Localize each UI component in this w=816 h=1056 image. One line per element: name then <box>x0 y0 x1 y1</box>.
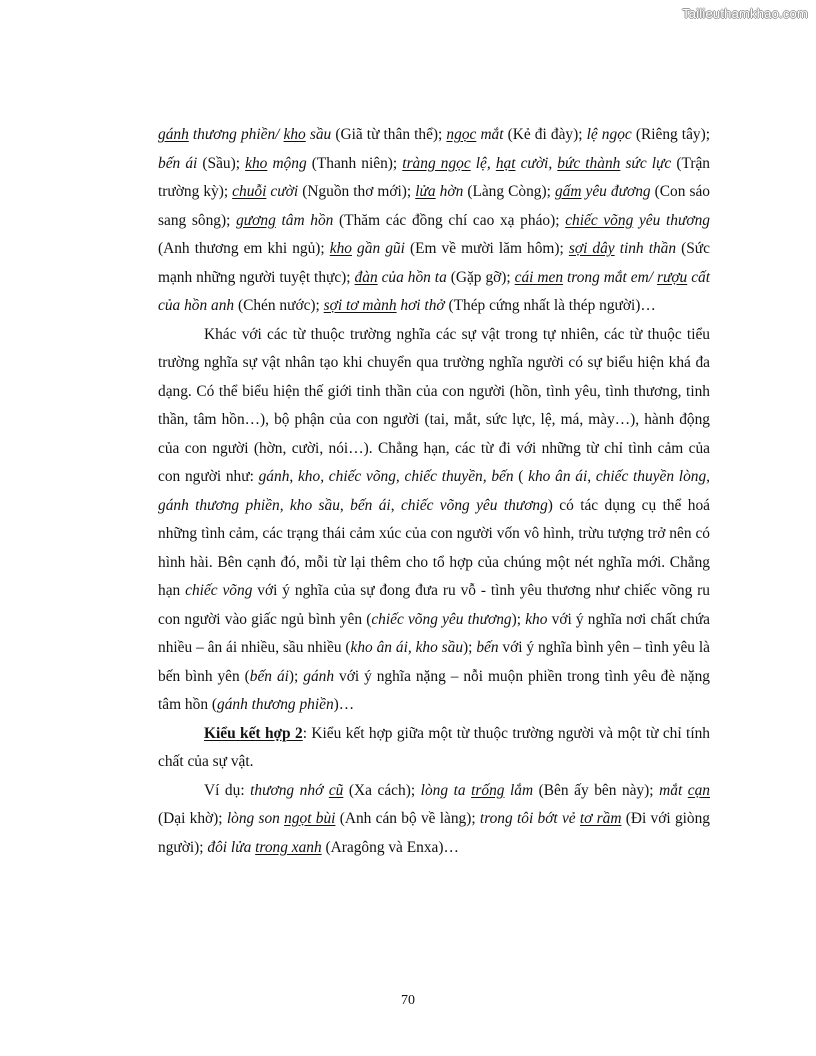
underlined-term: lửa <box>415 183 436 200</box>
text-run: Khác với các từ thuộc trường nghĩa các sự vật trong tự nhiên, các từ thuộc tiểu trường nghĩa sự vật nhân tạo khi chuyển qua trường nghĩa người có sự biểu hiện khá đa dạng. Có thể biểu hiện thế giới tinh thần của con người (hồn, tình yêu, tình thương, tinh thần, tâm hồn…), bộ phận của con người (tai, mắt, sức lực, lệ, má, mày…), hành động của con người (hờn, cười, nói…). Chẳng hạn, các từ đi với những từ chỉ tình cảm của con người như: <box>158 325 710 485</box>
italic-text: bến ái <box>158 154 198 172</box>
text-run: (Bên ấy bên này); <box>533 781 660 799</box>
underlined-term: Kiểu kết hợp 2 <box>204 724 303 742</box>
text-run: (Xa cách); <box>343 781 421 799</box>
italic-text: chiếc võng yêu thương <box>371 610 512 628</box>
underlined-term: bức thành <box>557 154 621 172</box>
text-run: với ý nghĩa của sự đong đưa ru vỗ - tình yêu thương như chiếc võng ru con người vào giấc ngủ bình yên ( <box>158 582 711 628</box>
underlined-term: sợi tơ mành <box>323 297 397 314</box>
watermark: Tailieuthamkhao.com <box>682 6 808 21</box>
italic-text: yêu đương <box>581 183 651 200</box>
text-run: (Dại khờ); <box>158 810 227 827</box>
underlined-term: tơ rầm <box>579 810 622 827</box>
underlined-term: gánh <box>158 126 189 143</box>
italic-text: lệ ngọc <box>586 126 632 143</box>
italic-text: gánh <box>303 667 335 685</box>
italic-text: thương phiền/ <box>188 126 284 143</box>
text-run: ); <box>288 667 304 685</box>
italic-text: trong tôi bớt vẻ <box>479 810 580 827</box>
underlined-term: trống <box>471 781 505 799</box>
text-run: (Sức mạnh những người tuyệt thực); <box>158 240 710 286</box>
text-run: ); <box>463 639 477 656</box>
underlined-term: chuỗi <box>232 183 267 200</box>
italic-text: hơi thở <box>396 297 445 314</box>
text-run: : Kiểu kết hợp giữa một từ thuộc trường người và một từ chỉ tính chất của sự vật. <box>158 724 710 770</box>
italic-text: cười <box>266 183 299 200</box>
italic-text: yêu thương <box>633 211 710 229</box>
underlined-term: sợi dây <box>568 240 615 257</box>
underlined-term: kho <box>283 126 306 143</box>
italic-text: lệ, <box>470 154 496 172</box>
italic-text: chiếc thuyền lòng, gánh thương phiền, kho sầu <box>158 468 711 514</box>
text-run: với ý nghĩa nơi chất chứa nhiều – ân ái nhiều, sầu nhiều ( <box>158 610 710 656</box>
underlined-term: kho <box>329 240 352 257</box>
underlined-term: kho <box>245 154 268 172</box>
italic-text: cất của hồn anh <box>158 268 711 314</box>
italic-text: sầu <box>305 126 332 143</box>
italic-text: tinh thần <box>614 240 677 257</box>
italic-text: chiếc võng yêu thương <box>400 496 548 514</box>
text-run: (Đi với giòng người); <box>158 810 710 856</box>
text-run: (Em về mười lăm hôm); <box>404 240 569 257</box>
text-run: (Aragông và Enxa)… <box>321 838 459 856</box>
text-run: Ví dụ: <box>204 781 251 799</box>
italic-text: sức lực <box>620 154 672 172</box>
text-run: (Anh thương em khi ngủ); <box>158 240 330 257</box>
paragraph <box>158 121 710 321</box>
underlined-term: chiếc võng <box>565 211 634 229</box>
italic-text: hờn <box>435 183 464 200</box>
page-number: 70 <box>401 993 415 1008</box>
text-run: (Anh cán bộ về làng); <box>335 810 480 827</box>
text-run: , <box>587 468 596 485</box>
underlined-term: cái men <box>514 268 564 286</box>
text-run: (Nguồn thơ mới); <box>298 183 416 200</box>
document-body <box>158 121 710 862</box>
underlined-term: đàn <box>354 268 378 286</box>
text-run: (Riêng tây); <box>631 126 711 143</box>
underlined-term: ngọt bùi <box>284 810 336 827</box>
italic-text: gần gũi <box>351 240 405 257</box>
underlined-term: trong xanh <box>255 838 322 856</box>
italic-text: mắt <box>476 126 504 143</box>
italic-text: đôi lửa <box>207 838 256 856</box>
underlined-term: gương <box>236 211 276 229</box>
italic-text: lắm <box>504 781 534 799</box>
text-run: (Sầu); <box>197 154 246 172</box>
text-run: với ý nghĩa nặng – nỗi muộn phiền trong tình yêu đè nặng tâm hồn ( <box>158 667 710 713</box>
italic-text: kho ân ái <box>528 468 588 485</box>
italic-text: kho <box>525 610 548 628</box>
italic-text: chiếc võng <box>185 582 253 599</box>
text-run: , <box>339 496 351 514</box>
text-run: (Thép cứng nhất là thép người)… <box>444 297 656 314</box>
italic-text: tâm hồn <box>275 211 334 229</box>
italic-text: bến ái <box>350 496 391 514</box>
text-run: với ý nghĩa bình yên – tình yêu là bến bình yên ( <box>158 639 710 685</box>
underlined-term: tràng ngọc <box>402 154 471 172</box>
underlined-term: ngọc <box>446 126 477 143</box>
text-run: ) có tác dụng cụ thể hoá những tình cảm, các trạng thái cảm xúc của con người vốn vô hình, trừu tượng trở nên có hình hài. Bên cạnh đó, mỗi từ lại thêm cho tổ hợp của chúng một nét nghĩa mới. Chẳng hạn <box>158 496 710 599</box>
italic-text: bến <box>476 639 499 656</box>
italic-text: thương nhớ <box>250 781 329 799</box>
italic-text: lòng ta <box>420 781 472 799</box>
text-run: (Thăm các đồng chí cao xạ pháo); <box>333 211 566 229</box>
underlined-term: rượu <box>656 268 688 286</box>
text-run: (Làng Còng); <box>463 183 555 200</box>
text-run: (Thanh niên); <box>306 154 403 172</box>
underlined-term: cạn <box>687 781 711 799</box>
italic-text: cười, <box>515 154 558 172</box>
text-run: (Con sáo sang sông); <box>158 183 711 229</box>
italic-text: kho ân ái, kho sầu <box>350 639 464 656</box>
text-run: (Kẻ đi đày); <box>503 126 587 143</box>
underlined-term: cũ <box>328 781 344 799</box>
italic-text: mắt <box>659 781 688 799</box>
paragraph <box>158 321 710 720</box>
text-run: ( <box>513 468 529 485</box>
italic-text: của hồn ta <box>377 268 447 286</box>
italic-text: lòng son <box>226 810 285 827</box>
text-run: (Giã từ thân thể); <box>331 126 447 143</box>
italic-text: mộng <box>267 154 307 172</box>
text-run: (Trận trường kỳ); <box>158 154 710 200</box>
text-run: (Chén nước); <box>234 297 324 314</box>
text-run: ); <box>511 610 526 628</box>
text-run: )… <box>333 696 355 713</box>
italic-text: gánh, kho, chiếc võng, chiếc thuyền, bến <box>258 468 514 485</box>
underlined-term: gấm <box>554 183 582 200</box>
italic-text: bến ái <box>249 667 289 685</box>
italic-text: gánh thương phiền <box>217 696 334 713</box>
text-run: , <box>390 496 401 514</box>
underlined-term: hạt <box>495 154 516 172</box>
paragraph <box>158 720 710 777</box>
italic-text: trong mắt em/ <box>563 268 657 286</box>
paragraph <box>158 777 710 863</box>
text-run: (Gặp gỡ); <box>446 268 515 286</box>
